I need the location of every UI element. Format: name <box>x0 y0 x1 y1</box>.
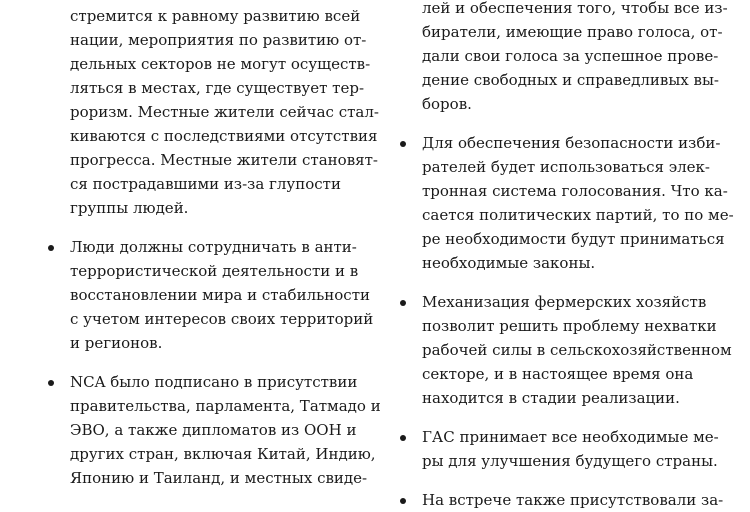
text-line: Люди должны сотрудничать в анти- <box>70 238 357 256</box>
text-line: стремится к равному развитию всей <box>70 7 361 25</box>
text-line: позволит решить проблему нехватки <box>422 317 717 335</box>
text-line: ся пострадавшими из-за глупости <box>70 175 341 193</box>
bullet-icon <box>400 300 406 306</box>
bullet-icon <box>48 380 54 386</box>
text-line: биратели, имеющие право голоса, от- <box>422 23 723 41</box>
text-line: нации, мероприятия по развитию от- <box>70 31 367 49</box>
text-line: террористической деятельности и в <box>70 262 359 280</box>
text-line: тронная система голосования. Что ка- <box>422 182 728 200</box>
text-line: находится в стадии реализации. <box>422 389 680 407</box>
text-line: лей и обеспечения того, чтобы все из- <box>422 0 728 17</box>
text-line: рабочей силы в сельскохозяйственном <box>422 341 732 359</box>
text-line: Механизация фермерских хозяйств <box>422 293 707 311</box>
text-line: ры для улучшения будущего страны. <box>422 452 718 470</box>
text-line: восстановлении мира и стабильности <box>70 286 370 304</box>
text-line: На встрече также присутствовали за- <box>422 491 724 509</box>
text-line: дение свободных и справедливых вы- <box>422 71 719 89</box>
text-line: прогресса. Местные жители становят- <box>70 151 378 169</box>
text-line: дельных секторов не могут осуществ- <box>70 55 371 73</box>
text-line: NCA было подписано в присутствии <box>70 373 358 391</box>
text-line: дали свои голоса за успешное прове- <box>422 47 719 65</box>
bullet-icon <box>48 245 54 251</box>
text-line: Для обеспечения безопасности изби- <box>422 134 721 152</box>
text-line: боров. <box>422 95 472 113</box>
text-line: секторе, и в настоящее время она <box>422 365 694 383</box>
bullet-icon <box>400 141 406 147</box>
text-line: других стран, включая Китай, Индию, <box>70 445 376 463</box>
text-line: правительства, парламента, Татмадо и <box>70 397 381 415</box>
text-line: ГАС принимает все необходимые ме- <box>422 428 719 446</box>
text-line: необходимые законы. <box>422 254 596 272</box>
text-line: рателей будет использоваться элек- <box>422 158 710 176</box>
text-line: с учетом интересов своих территорий <box>70 310 374 328</box>
text-line: ЭВО, а также дипломатов из ООН и <box>70 421 357 439</box>
text-line: и регионов. <box>70 334 163 352</box>
bullet-icon <box>400 498 406 504</box>
text-line: киваются с последствиями отсутствия <box>70 127 378 145</box>
text-line: Японию и Таиланд, и местных свиде- <box>70 469 368 487</box>
text-line: сается политических партий, то по ме- <box>422 206 734 224</box>
text-line: ляться в местах, где существует тер- <box>70 79 365 97</box>
text-line: группы людей. <box>70 199 189 217</box>
text-line: роризм. Местные жители сейчас стал- <box>70 103 379 121</box>
text-line: ре необходимости будут приниматься <box>422 230 725 248</box>
bullet-icon <box>400 435 406 441</box>
